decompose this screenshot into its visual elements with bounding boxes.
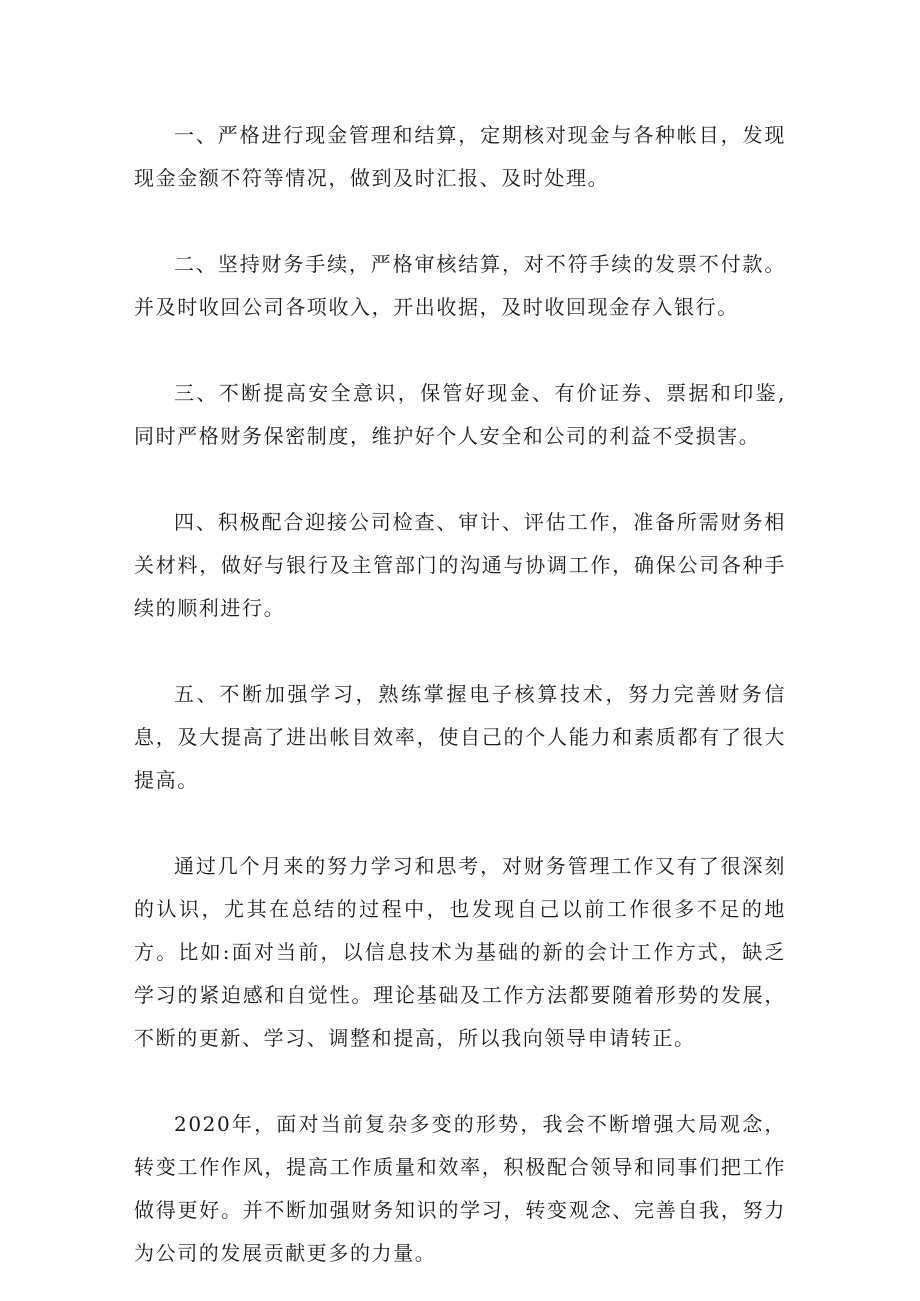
- paragraph-2: 二、坚持财务手续，严格审核结算，对不符手续的发票不付款。并及时收回公司各项收入，开出收据，及时收回现金存入银行。: [134, 252, 786, 319]
- paragraph-6: 通过几个月来的努力学习和思考，对财务管理工作又有了很深刻的认识，尤其在总结的过程中，也发现自己以前工作很多不足的地方。比如:面对当前，以信息技术为基础的新的会计工作方式，缺乏学习的紧迫感和自觉性。理论基础及工作方法都要随着形势的发展，不断的更新、学习、调整和提高，所以我向领导申请转正。: [134, 854, 786, 1050]
- document-body: [134, 114, 786, 1275]
- paragraph-5: 五、不断加强学习，熟练掌握电子核算技术，努力完善财务信息，及大提高了进出帐目效率，使自己的个人能力和素质都有了很大提高。: [134, 682, 786, 792]
- paragraph-1: 一、严格进行现金管理和结算，定期核对现金与各种帐目，发现现金金额不符等情况，做到及时汇报、及时处理。: [134, 123, 786, 190]
- paragraph-7: 2020年，面对当前复杂多变的形势，我会不断增强大局观念，转变工作作风，提高工作质量和效率，积极配合领导和同事们把工作做得更好。并不断加强财务知识的学习，转变观念、完善自我，努力为公司的发展贡献更多的力量。: [134, 1112, 786, 1265]
- paragraph-4: 四、积极配合迎接公司检查、审计、评估工作，准备所需财务相关材料，做好与银行及主管部门的沟通与协调工作，确保公司各种手续的顺利进行。: [134, 510, 786, 620]
- paragraph-3: 三、不断提高安全意识，保管好现金、有价证券、票据和印鉴,同时严格财务保密制度，维护好个人安全和公司的利益不受损害。: [134, 381, 786, 448]
